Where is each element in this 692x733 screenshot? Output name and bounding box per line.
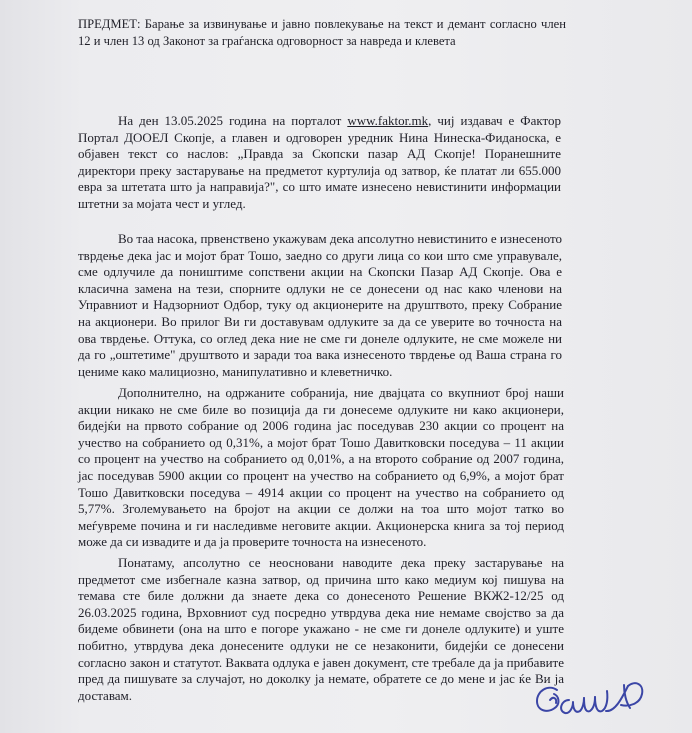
subject-text: ПРЕДМЕТ: Барање за извинување и јавно повлекување на текст и демант согласно член 12 и член 13 од Законот за граѓанска одговорност за навреда и клевета	[78, 17, 566, 48]
paragraph-shareholdings	[78, 385, 564, 551]
portal-link[interactable]: www.faktor.mk	[347, 113, 429, 128]
paragraph-refutation	[78, 231, 562, 380]
signature-strokes	[537, 683, 642, 713]
handwritten-signature	[520, 660, 685, 732]
paragraph-court-decision	[78, 555, 564, 704]
paragraph-1-after-link: , чиј издавач е Фактор Портал ДООЕЛ Скопје, а главен и одговорен уредник Нина Нинеска-Фиданоска, е објавен текст со наслов: „Правда за Скопски пазар АД Скопје! Поранешните директори преку застарување на предметот куртулија од затвор, ќе платат ли 655.000 евра за штетата што ја направија?", со што имате изнесено невистинити информации штетни за мојата чест и углед.	[78, 113, 561, 211]
paragraph-publication	[78, 113, 561, 213]
subject-heading	[78, 16, 566, 50]
paragraph-1-before-link: На ден 13.05.2025 година на порталот	[118, 113, 348, 128]
paragraph-3-text: Дополнително, на одржаните собранија, ние двајцата со вкупниот број наши акции никако не сме биле во позиција да ги донесеме одлуките ни како акционери, бидејќи на првото собрание од 2006 година јас поседував 230 акции со процент на учество на собранието од 0,31%, а мојот брат Тошо Давитковски поседува – 11 акции со процент на учество на собранието од 0,01%, а на второто собрание од 2007 година, јас поседував 5900 акции со процент на учество на собранието од 6,9%, а мојот брат Тошо Давитковски поседува – 4914 акции со процент на учество на собранието од 5,77%. Зголемувањето на бројот на акции се должи на тоа што мојот татко во меѓувреме почина и ги наследивме неговите акции. Акционерска книга за тој период може да си извадите и да ја проверите точноста на изнесеното.	[78, 385, 564, 550]
paragraph-4-text: Понатаму, апсолутно се неосновани наводите дека преку застарување на предметот сме избегнале казна затвор, од причина што како медиум кој пишува на темава сте биле должни да знаете дека со донесеното Решение ВКЖ2-12/25 од 26.03.2025 година, Врховниот суд посредно утврдува дека ние немаме својство за да бидеме обвинети (она на што е погоре укажано - не сме ги донеле одлуките) и уште побитно, утврдува дека донесените одлуки не се незаконити, бидејќи се донесени согласно закон и статутот. Ваквата одлука е јавен документ, сте требале да ја прибавите пред да пишувате за случајот, но доколку ја немате, обратете се до мене и јас ќе Ви ја доставам.	[78, 555, 564, 703]
paragraph-2-text: Во таа насока, првенствено укажувам дека апсолутно невистинито е изнесеното тврдење дека јас и мојот брат Тошо, заедно со други лица со кои што сме управувале, сме одлучиле да поништиме сопствени акции на Скопски Пазар АД Скопје. Ова е класична замена на тези, спорните одлуки не се донесени од нас како членови на Управниот и Надзорниот Одбор, туку од акционерите на друштвото, преку Собрание на акционери. Во прилог Ви ги доставувам одлуките за да се уверите во точноста на ова тврдење. Оттука, со оглед дека ние не сме ги донеле одлуките, не сме можеле ни да го „оштетиме" друштвото и заради тоа вака изнесеното тврдење од Ваша страна го цениме како малициозно, манипулативно и клеветничко.	[78, 231, 562, 379]
